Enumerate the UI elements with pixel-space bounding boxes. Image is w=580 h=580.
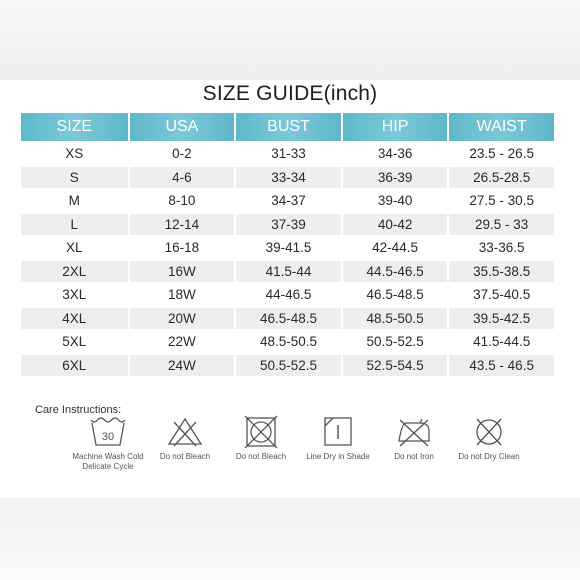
cell-size: 2XL	[21, 261, 128, 283]
cell-waist: 27.5 - 30.5	[447, 190, 554, 212]
size-table-header-row	[21, 113, 554, 141]
care-label-line1: Line Dry in Shade	[306, 452, 370, 461]
cell-size: XS	[21, 143, 128, 165]
cell-waist: 26.5-28.5	[447, 167, 554, 189]
column-header-bust: BUST	[234, 113, 341, 141]
cell-size: S	[21, 167, 128, 189]
cell-usa: 22W	[128, 331, 235, 353]
table-row	[21, 214, 554, 236]
cell-size: 5XL	[21, 331, 128, 353]
bottom-background-band	[0, 498, 580, 580]
cell-hip: 46.5-48.5	[341, 284, 448, 306]
cell-size: 6XL	[21, 355, 128, 377]
table-row	[21, 237, 554, 259]
care-label-line1: Do not Bleach	[235, 452, 287, 461]
care-item-no-dry-clean	[444, 414, 534, 462]
column-header-size: SIZE	[21, 113, 128, 141]
cell-bust: 46.5-48.5	[234, 308, 341, 330]
care-label-line1: Do not Dry Clean	[458, 452, 520, 461]
cell-size: 4XL	[21, 308, 128, 330]
cell-hip: 34-36	[341, 143, 448, 165]
wash-temperature-badge: 30	[101, 431, 115, 443]
no-tumble-dry-icon	[241, 414, 281, 448]
size-guide-title: SIZE GUIDE(inch)	[202, 82, 378, 105]
care-label-line1: Do not Iron	[394, 452, 434, 461]
cell-bust: 33-34	[234, 167, 341, 189]
cell-size: 3XL	[21, 284, 128, 306]
cell-usa: 20W	[128, 308, 235, 330]
cell-bust: 41.5-44	[234, 261, 341, 283]
cell-hip: 36-39	[341, 167, 448, 189]
table-row	[21, 355, 554, 377]
column-header-waist: WAIST	[447, 113, 554, 141]
care-label-line2: Delicate Cycle	[82, 462, 134, 471]
cell-waist: 39.5-42.5	[447, 308, 554, 330]
line-dry-shade-icon	[318, 414, 358, 448]
cell-waist: 41.5-44.5	[447, 331, 554, 353]
cell-waist: 43.5 - 46.5	[447, 355, 554, 377]
care-instructions-title: Care Instructions:	[35, 404, 122, 416]
table-row	[21, 167, 554, 189]
cell-size: XL	[21, 237, 128, 259]
no-bleach-icon	[165, 414, 205, 448]
cell-hip: 39-40	[341, 190, 448, 212]
cell-hip: 50.5-52.5	[341, 331, 448, 353]
column-header-hip: HIP	[341, 113, 448, 141]
cell-bust: 44-46.5	[234, 284, 341, 306]
cell-waist: 35.5-38.5	[447, 261, 554, 283]
top-background-band	[0, 0, 580, 80]
cell-usa: 0-2	[128, 143, 235, 165]
table-row	[21, 284, 554, 306]
cell-usa: 12-14	[128, 214, 235, 236]
cell-hip: 52.5-54.5	[341, 355, 448, 377]
cell-waist: 33-36.5	[447, 237, 554, 259]
no-iron-icon	[394, 414, 434, 448]
cell-size: M	[21, 190, 128, 212]
cell-size: L	[21, 214, 128, 236]
cell-waist: 37.5-40.5	[447, 284, 554, 306]
table-row	[21, 331, 554, 353]
cell-bust: 50.5-52.5	[234, 355, 341, 377]
cell-usa: 4-6	[128, 167, 235, 189]
table-row	[21, 143, 554, 165]
no-dry-clean-icon	[469, 414, 509, 448]
care-label-line1: Machine Wash Cold	[72, 452, 144, 461]
cell-hip: 42-44.5	[341, 237, 448, 259]
cell-usa: 16-18	[128, 237, 235, 259]
column-header-usa: USA	[128, 113, 235, 141]
wash-30-icon	[88, 414, 128, 448]
cell-waist: 29.5 - 33	[447, 214, 554, 236]
table-row	[21, 308, 554, 330]
cell-hip: 48.5-50.5	[341, 308, 448, 330]
cell-bust: 31-33	[234, 143, 341, 165]
cell-usa: 18W	[128, 284, 235, 306]
table-row	[21, 261, 554, 283]
cell-hip: 40-42	[341, 214, 448, 236]
cell-waist: 23.5 - 26.5	[447, 143, 554, 165]
care-label-line1: Do not Bleach	[159, 452, 211, 461]
cell-hip: 44.5-46.5	[341, 261, 448, 283]
cell-bust: 37-39	[234, 214, 341, 236]
cell-bust: 34-37	[234, 190, 341, 212]
table-row	[21, 190, 554, 212]
cell-bust: 48.5-50.5	[234, 331, 341, 353]
cell-bust: 39-41.5	[234, 237, 341, 259]
cell-usa: 8-10	[128, 190, 235, 212]
size-table	[21, 111, 554, 378]
cell-usa: 16W	[128, 261, 235, 283]
cell-usa: 24W	[128, 355, 235, 377]
